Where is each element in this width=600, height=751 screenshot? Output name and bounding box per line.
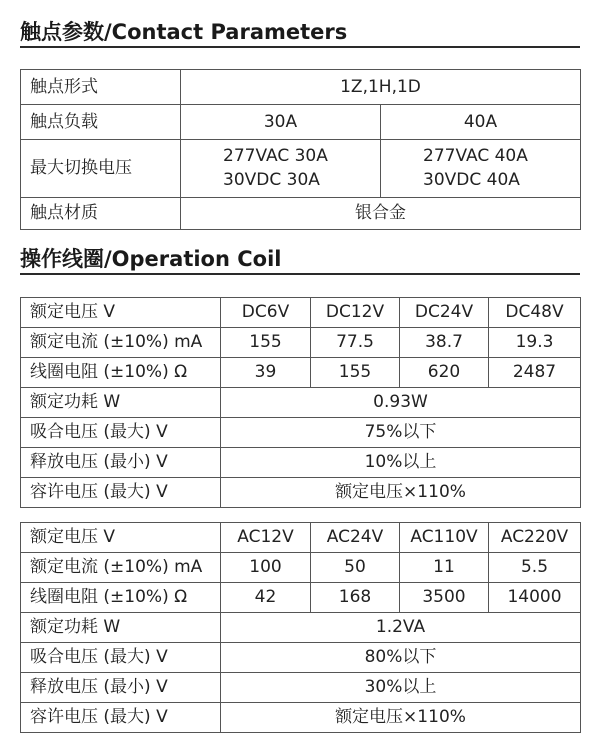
allowable-voltage-value: 额定电压×110% bbox=[221, 478, 581, 508]
rated-current-value: 19.3 bbox=[489, 328, 581, 358]
dc-coil-resistance-row bbox=[21, 358, 581, 388]
coil-section-title: 操作线圈/Operation Coil bbox=[20, 247, 282, 271]
release-voltage-value: 10%以上 bbox=[221, 448, 581, 478]
release-voltage-label: 释放电压 (最小) V bbox=[21, 448, 221, 478]
pickup-voltage-value: 75%以下 bbox=[221, 418, 581, 448]
coil-resistance-value: 155 bbox=[311, 358, 400, 388]
ac-allowable-voltage-row bbox=[21, 703, 581, 733]
rated-current-value: 155 bbox=[221, 328, 311, 358]
allowable-voltage-label: 容许电压 (最大) V bbox=[21, 478, 221, 508]
ac-rated-current-row bbox=[21, 553, 581, 583]
ac-rated-voltage-row bbox=[21, 523, 581, 553]
rated-current-value: 5.5 bbox=[489, 553, 581, 583]
pickup-voltage-label: 吸合电压 (最大) V bbox=[21, 418, 221, 448]
rated-current-label: 额定电流 (±10%) mA bbox=[21, 553, 221, 583]
rated-voltage-value: DC48V bbox=[489, 298, 581, 328]
contact-material-row bbox=[21, 198, 581, 230]
contact-load-value: 30A bbox=[181, 105, 381, 140]
coil-resistance-value: 14000 bbox=[489, 583, 581, 613]
contact-load-label: 触点负载 bbox=[21, 105, 181, 140]
pickup-voltage-value: 80%以下 bbox=[221, 643, 581, 673]
release-voltage-label: 释放电压 (最小) V bbox=[21, 673, 221, 703]
dc-rated-voltage-row bbox=[21, 298, 581, 328]
ac-rated-power-row bbox=[21, 613, 581, 643]
rated-current-value: 11 bbox=[400, 553, 489, 583]
ac-coil-resistance-row bbox=[21, 583, 581, 613]
rated-power-value: 0.93W bbox=[221, 388, 581, 418]
coil-resistance-value: 168 bbox=[311, 583, 400, 613]
coil-resistance-value: 42 bbox=[221, 583, 311, 613]
coil-resistance-value: 39 bbox=[221, 358, 311, 388]
ac-pickup-voltage-row bbox=[21, 643, 581, 673]
ac-coil-table bbox=[20, 522, 581, 733]
rated-power-label: 额定功耗 W bbox=[21, 388, 221, 418]
coil-resistance-value: 3500 bbox=[400, 583, 489, 613]
rated-voltage-label: 额定电压 V bbox=[21, 523, 221, 553]
contact-section-title: 触点参数/Contact Parameters bbox=[20, 20, 348, 44]
max-switching-voltage-row bbox=[21, 140, 581, 198]
coil-resistance-value: 2487 bbox=[489, 358, 581, 388]
rated-power-label: 额定功耗 W bbox=[21, 613, 221, 643]
release-voltage-value: 30%以上 bbox=[221, 673, 581, 703]
contact-load-row bbox=[21, 105, 581, 140]
dc-coil-table bbox=[20, 297, 581, 508]
coil-resistance-value: 620 bbox=[400, 358, 489, 388]
max-switching-voltage-label: 最大切换电压 bbox=[21, 140, 181, 198]
contact-form-value: 1Z,1H,1D bbox=[181, 70, 581, 105]
contact-form-row bbox=[21, 70, 581, 105]
coil-title-rule bbox=[20, 273, 580, 275]
contact-parameters-table bbox=[20, 69, 581, 230]
rated-current-value: 38.7 bbox=[400, 328, 489, 358]
dc-release-voltage-row bbox=[21, 448, 581, 478]
max-voltage-line: 30VDC 30A bbox=[223, 169, 320, 190]
rated-voltage-label: 额定电压 V bbox=[21, 298, 221, 328]
rated-power-value: 1.2VA bbox=[221, 613, 581, 643]
rated-current-value: 77.5 bbox=[311, 328, 400, 358]
rated-voltage-value: DC12V bbox=[311, 298, 400, 328]
dc-rated-current-row bbox=[21, 328, 581, 358]
max-switching-voltage-value bbox=[181, 140, 381, 198]
allowable-voltage-value: 额定电压×110% bbox=[221, 703, 581, 733]
max-switching-voltage-value bbox=[381, 140, 581, 198]
max-voltage-line: 277VAC 30A bbox=[223, 145, 328, 166]
rated-voltage-value: AC24V bbox=[311, 523, 400, 553]
rated-voltage-value: AC110V bbox=[400, 523, 489, 553]
rated-voltage-value: DC24V bbox=[400, 298, 489, 328]
max-voltage-line: 277VAC 40A bbox=[423, 145, 528, 166]
contact-title-rule bbox=[20, 46, 580, 48]
dc-pickup-voltage-row bbox=[21, 418, 581, 448]
rated-current-label: 额定电流 (±10%) mA bbox=[21, 328, 221, 358]
rated-current-value: 100 bbox=[221, 553, 311, 583]
coil-resistance-label: 线圈电阻 (±10%) Ω bbox=[21, 583, 221, 613]
max-voltage-line: 30VDC 40A bbox=[423, 169, 520, 190]
allowable-voltage-label: 容许电压 (最大) V bbox=[21, 703, 221, 733]
contact-form-label: 触点形式 bbox=[21, 70, 181, 105]
dc-rated-power-row bbox=[21, 388, 581, 418]
rated-voltage-value: AC12V bbox=[221, 523, 311, 553]
rated-current-value: 50 bbox=[311, 553, 400, 583]
contact-load-value: 40A bbox=[381, 105, 581, 140]
rated-voltage-value: DC6V bbox=[221, 298, 311, 328]
contact-material-label: 触点材质 bbox=[21, 198, 181, 230]
coil-resistance-label: 线圈电阻 (±10%) Ω bbox=[21, 358, 221, 388]
rated-voltage-value: AC220V bbox=[489, 523, 581, 553]
contact-material-value: 银合金 bbox=[181, 198, 581, 230]
ac-release-voltage-row bbox=[21, 673, 581, 703]
dc-allowable-voltage-row bbox=[21, 478, 581, 508]
pickup-voltage-label: 吸合电压 (最大) V bbox=[21, 643, 221, 673]
